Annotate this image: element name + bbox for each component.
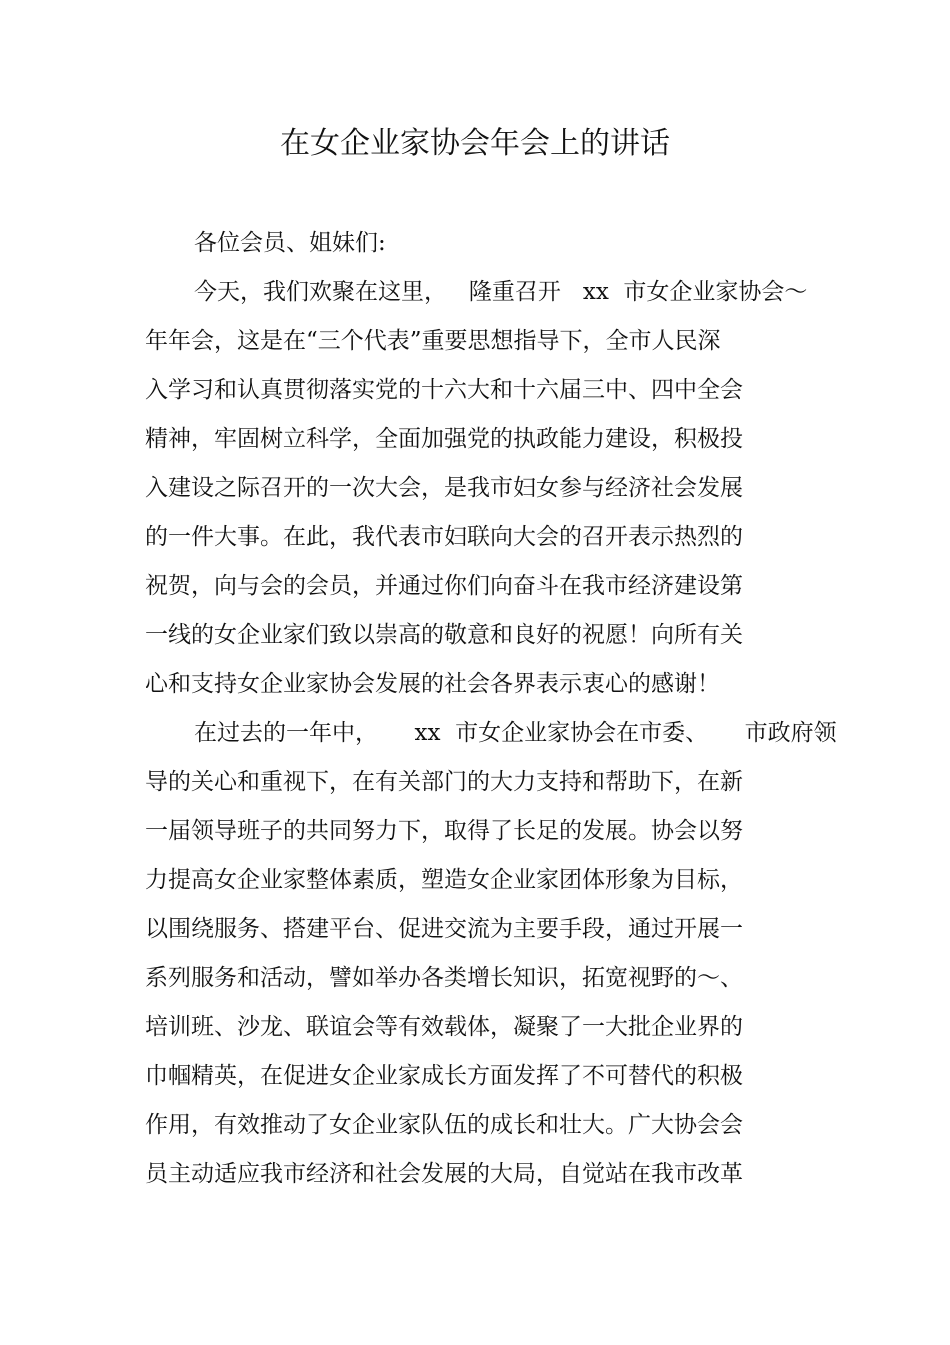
salutation-line: 各位会员、姐妹们: [194,230,386,256]
document-title: 在女企业家协会年会上的讲话 [280,126,670,161]
paragraph-line: 巾帼精英，在促进女企业家成长方面发挥了不可替代的积极 [145,1063,743,1089]
paragraph-line: 培训班、沙龙、联谊会等有效载体，凝聚了一大批企业界的 [145,1014,743,1040]
paragraph-line: 以围绕服务、搭建平台、促进交流为主要手段，通过开展一 [145,916,743,942]
paragraph-line: 入建设之际召开的一次大会，是我市妇女参与经济社会发展 [145,475,743,501]
paragraph-line: 的一件大事。在此，我代表市妇联向大会的召开表示热烈的 [145,524,743,550]
paragraph-line: 力提高女企业家整体素质，塑造女企业家团体形象为目标， [145,867,743,893]
paragraph-line: 入学习和认真贯彻落实党的十六大和十六届三中、四中全会 [145,377,743,403]
paragraph-line: 一届领导班子的共同努力下，取得了长足的发展。协会以努 [145,818,743,844]
document-body [145,222,837,1202]
paragraph-line: 在过去的一年中， xx 市女企业家协会在市委、 市政府领 [194,720,837,746]
paragraph-line: 导的关心和重视下，在有关部门的大力支持和帮助下，在新 [145,769,743,795]
paragraph-line: 员主动适应我市经济和社会发展的大局，自觉站在我市改革 [145,1161,743,1187]
paragraph-line: 作用，有效推动了女企业家队伍的成长和壮大。广大协会会 [145,1112,743,1138]
paragraph-line: 心和支持女企业家协会发展的社会各界表示衷心的感谢！ [145,671,720,697]
paragraph-line: 系列服务和活动，譬如举办各类增长知识，拓宽视野的～、 [145,965,743,991]
paragraph-line: 一线的女企业家们致以崇高的敬意和良好的祝愿！向所有关 [145,622,743,648]
paragraph-line: 年年会，这是在“三个代表”重要思想指导下，全市人民深 [145,328,721,354]
paragraph-line: 今天，我们欢聚在这里， 隆重召开 xx 市女企业家协会～ [194,279,808,305]
paragraph-line: 祝贺，向与会的会员，并通过你们向奋斗在我市经济建设第 [145,573,743,599]
paragraph-line: 精神，牢固树立科学，全面加强党的执政能力建设，积极投 [145,426,743,452]
